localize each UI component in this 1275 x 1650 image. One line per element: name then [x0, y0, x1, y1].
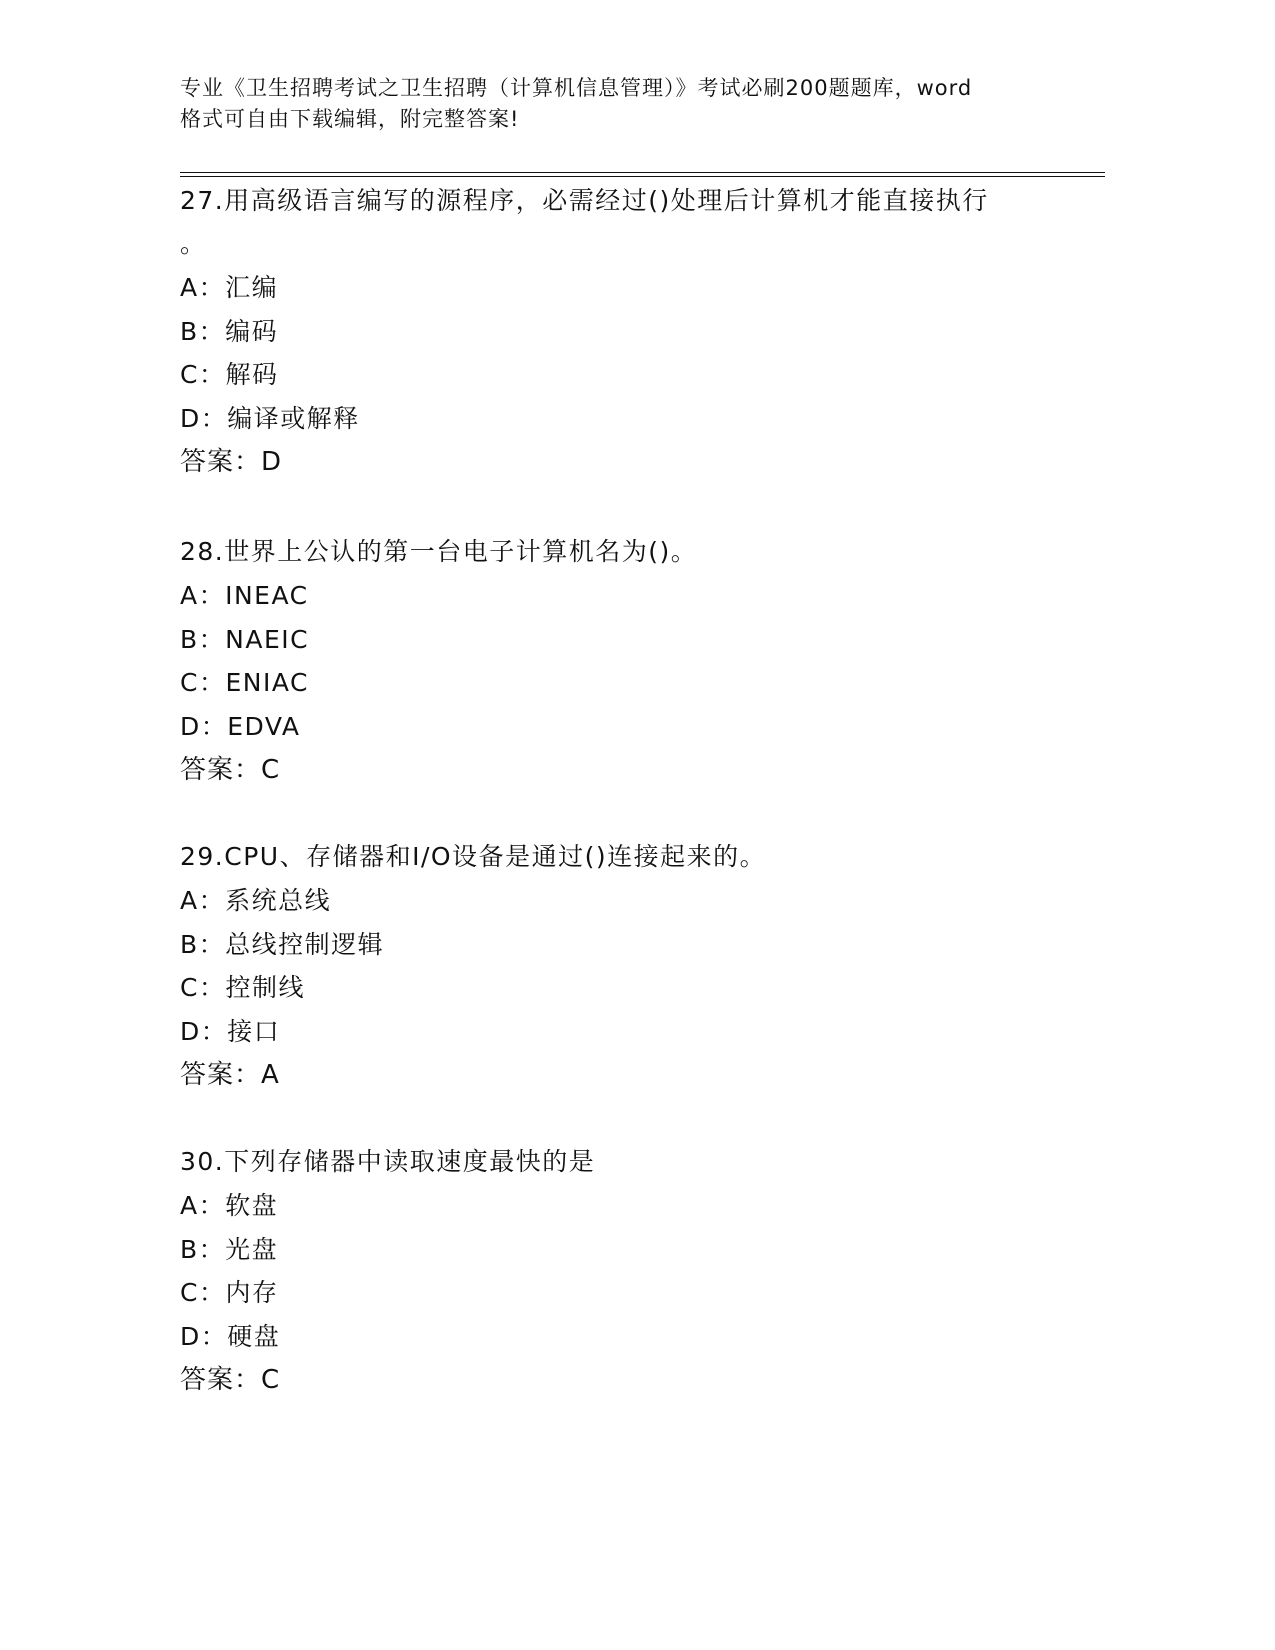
- answer: 答案：C: [180, 1365, 281, 1395]
- question-text: 29.CPU、存储器和I/O设备是通过()连接起来的。: [180, 842, 767, 871]
- option-c: C：内存: [180, 1278, 279, 1307]
- option-b: B：总线控制逻辑: [180, 929, 385, 959]
- option-c: C：ENIAC: [180, 668, 309, 697]
- header-line-2: 格式可自由下载编辑，附完整答案!: [180, 107, 520, 131]
- question-text: 27.用高级语言编写的源程序，必需经过()处理后计算机才能直接执行: [180, 186, 989, 215]
- question-27: [180, 178, 1105, 484]
- option-d: D：硬盘: [180, 1321, 281, 1351]
- option-a: A：软盘: [180, 1191, 279, 1220]
- option-b: B：光盘: [180, 1234, 279, 1264]
- option-c: C：控制线: [180, 973, 305, 1002]
- answer: 答案：C: [180, 755, 281, 785]
- header-divider: [180, 172, 1105, 177]
- option-a: A：汇编: [180, 273, 279, 302]
- question-29: [180, 834, 1105, 1097]
- option-c: C：解码: [180, 360, 279, 389]
- option-b: B：NAEIC: [180, 624, 310, 654]
- header-line-1: 专业《卫生招聘考试之卫生招聘（计算机信息管理）》考试必刷200题题库，word: [180, 76, 973, 100]
- question-text: 30.下列存储器中读取速度最快的是: [180, 1147, 596, 1176]
- option-a: A：系统总线: [180, 886, 332, 915]
- answer: 答案：A: [180, 1060, 280, 1090]
- option-d: D：EDVA: [180, 711, 301, 741]
- question-28: [180, 529, 1105, 792]
- option-d: D：接口: [180, 1016, 281, 1046]
- question-text-continuation: 。: [180, 229, 206, 258]
- option-d: D：编译或解释: [180, 403, 360, 433]
- question-text: 28.世界上公认的第一台电子计算机名为()。: [180, 537, 698, 566]
- answer: 答案：D: [180, 447, 283, 477]
- option-b: B：编码: [180, 316, 279, 346]
- question-30: [180, 1139, 1105, 1402]
- document-header: [180, 73, 1060, 135]
- option-a: A：INEAC: [180, 581, 309, 610]
